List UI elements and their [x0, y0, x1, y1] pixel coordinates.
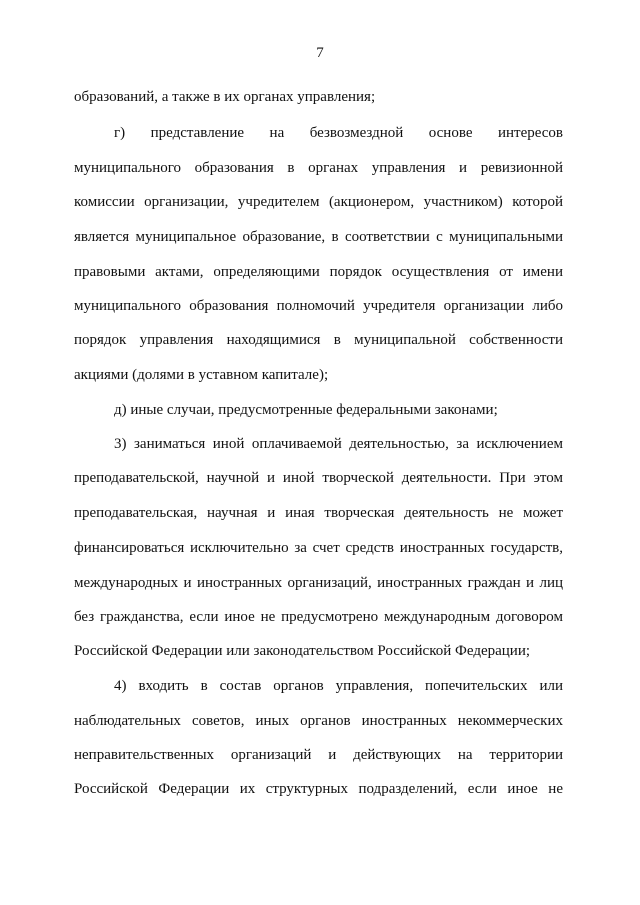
text-line: комиссии организации, учредителем (акционером, участником) которой — [74, 194, 563, 210]
text-line: наблюдательных советов, иных органов иностранных некоммерческих — [74, 713, 563, 729]
text-line: порядок управления находящимися в муниципальной собственности — [74, 332, 563, 348]
text-line: Российской Федерации их структурных подразделений, если иное не — [74, 781, 563, 797]
text-line: д) иные случаи, предусмотренные федеральными законами; — [114, 402, 498, 418]
text-line: муниципального образования в органах управления и ревизионной — [74, 160, 563, 176]
text-line: муниципального образования полномочий учредителя организации либо — [74, 298, 563, 314]
text-line: г) представление на безвозмездной основе интересов — [114, 125, 563, 141]
text-line: без гражданства, если иное не предусмотрено международным договором — [74, 609, 563, 625]
text-line: неправительственных организаций и действующих на территории — [74, 747, 563, 763]
text-line: является муниципальное образование, в соответствии с муниципальными — [74, 229, 563, 245]
text-line: 3) заниматься иной оплачиваемой деятельностью, за исключением — [114, 436, 563, 452]
text-line: преподавательской, научной и иной творческой деятельности. При этом — [74, 470, 563, 486]
text-line: преподавательская, научная и иная творческая деятельность не может — [74, 505, 563, 521]
text-line: Российской Федерации или законодательством Российской Федерации; — [74, 643, 531, 659]
page-number: 7 — [316, 45, 324, 61]
text-line: международных и иностранных организаций, иностранных граждан и лиц — [74, 575, 563, 591]
text-line: 4) входить в состав органов управления, попечительских или — [114, 678, 563, 694]
text-line: акциями (долями в уставном капитале); — [74, 367, 329, 383]
text-line: правовыми актами, определяющими порядок осуществления от имени — [74, 264, 563, 280]
text-line: образований, а также в их органах управления; — [74, 89, 376, 105]
text-line: финансироваться исключительно за счет средств иностранных государств, — [74, 540, 563, 556]
